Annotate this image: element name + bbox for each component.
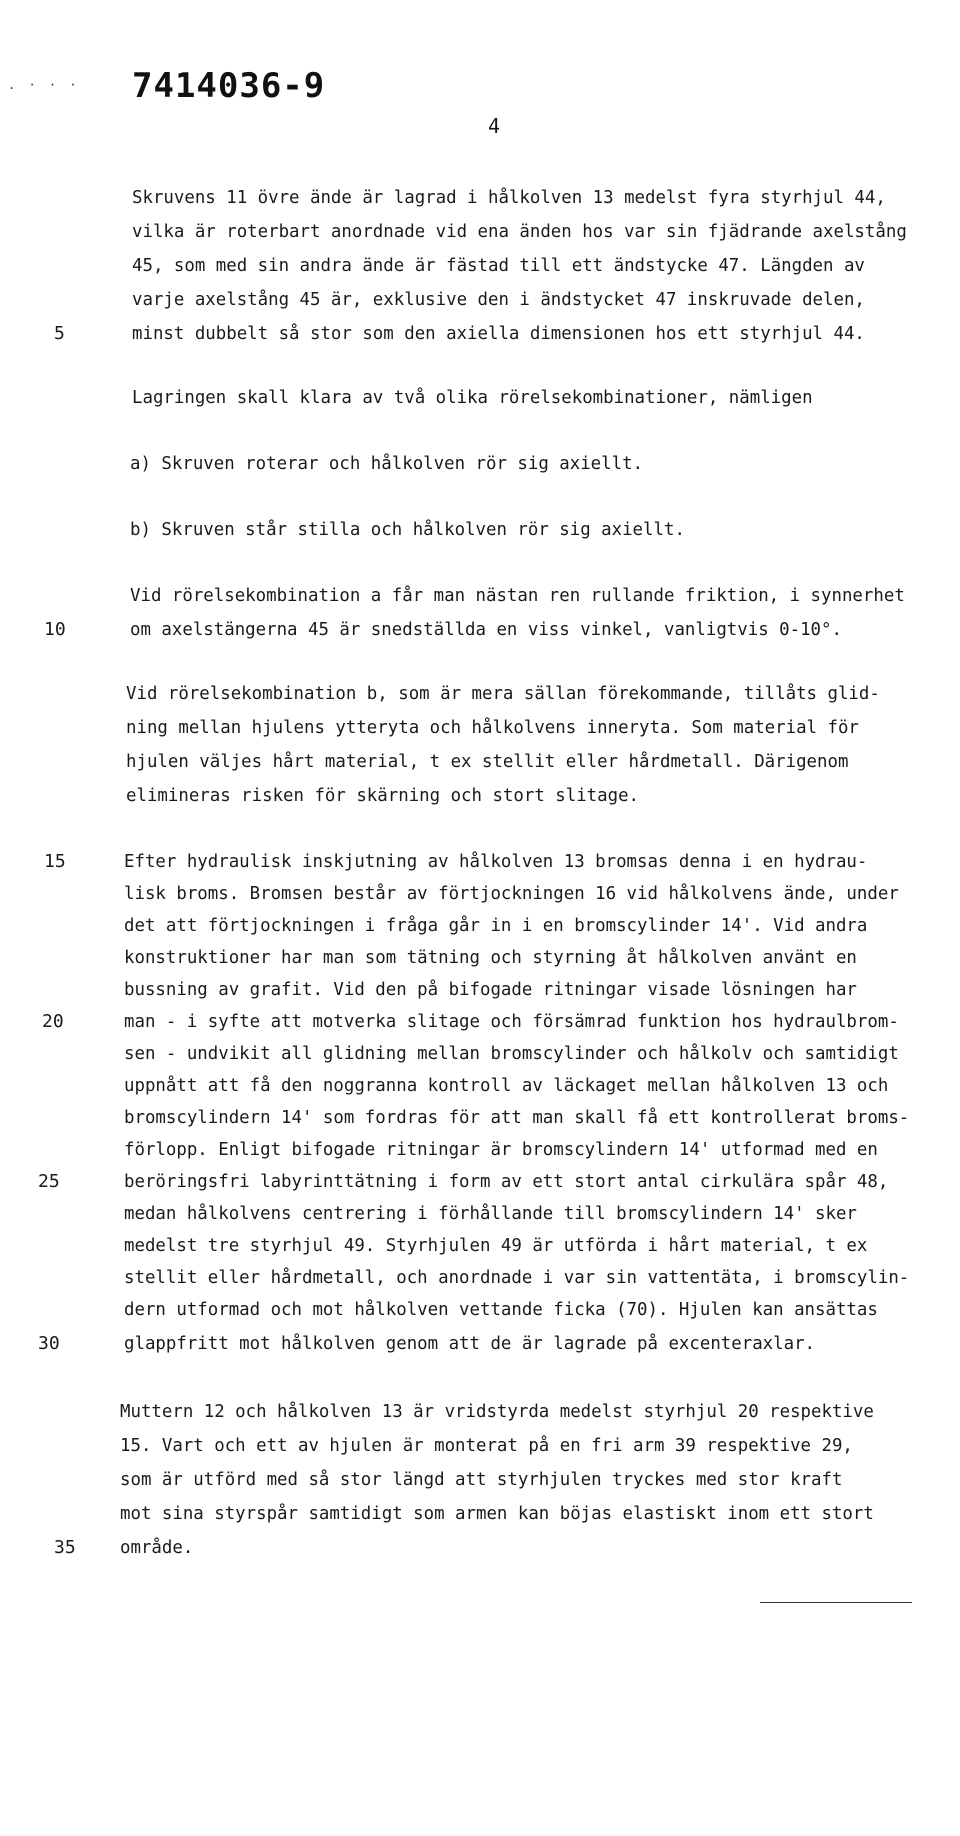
text-line: stellit eller hårdmetall, och anordnade i var sin vattentäta, i bromscylin- [124,1268,910,1288]
text-line: Efter hydraulisk inskjutning av hålkolven 13 bromsas denna i en hydrau- [124,852,868,872]
text-line: b) Skruven står stilla och hålkolven rör sig axiellt. [130,520,685,540]
text-line: 15. Vart och ett av hjulen är monterat på en fri arm 39 respektive 29, [120,1436,853,1456]
margin-line-number: 25 [38,1171,60,1192]
document-number: 7414036-9 [132,66,326,106]
text-line: konstruktioner har man som tätning och styrning åt hålkolven använt en [124,948,857,968]
text-line: område. [120,1538,194,1558]
text-line: 45, som med sin andra ände är fästad till ett ändstycke 47. Längden av [132,256,865,276]
text-line: Lagringen skall klara av två olika rörelsekombinationer, nämligen [132,388,813,408]
text-line: beröringsfri labyrinttätning i form av ett stort antal cirkulära spår 48, [124,1172,889,1192]
text-line: som är utförd med så stor längd att styrhjulen tryckes med stor kraft [120,1470,843,1490]
text-line: förlopp. Enligt bifogade ritningar är bromscylindern 14' utformad med en [124,1140,878,1160]
text-line: ning mellan hjulens ytteryta och hålkolvens inneryta. Som material för [126,718,859,738]
footer-rule [760,1602,912,1603]
text-line: elimineras risken för skärning och stort slitage. [126,786,640,806]
scan-specks: . · · · [8,78,80,92]
text-line: vilka är roterbart anordnade vid ena änden hos var sin fjädrande axelstång [132,222,907,242]
text-line: Vid rörelsekombination b, som är mera sällan förekommande, tillåts glid- [126,684,880,704]
text-line: lisk broms. Bromsen består av förtjockningen 16 vid hålkolvens ände, under [124,884,899,904]
text-line: man - i syfte att motverka slitage och försämrad funktion hos hydraulbrom- [124,1012,899,1032]
text-line: om axelstängerna 45 är snedställda en viss vinkel, vanligtvis 0-10°. [130,620,842,640]
text-line: Vid rörelsekombination a får man nästan ren rullande friktion, i synnerhet [130,586,905,606]
text-line: bromscylindern 14' som fordras för att man skall få ett kontrollerat broms- [124,1108,910,1128]
margin-line-number: 20 [42,1011,64,1032]
text-line: minst dubbelt så stor som den axiella dimensionen hos ett styrhjul 44. [132,324,865,344]
margin-line-number: 15 [44,851,66,872]
text-line: sen - undvikit all glidning mellan bromscylinder och hålkolv och samtidigt [124,1044,899,1064]
text-line: a) Skruven roterar och hålkolven rör sig axiellt. [130,454,644,474]
text-line: det att förtjockningen i fråga går in i en bromscylinder 14'. Vid andra [124,916,868,936]
text-line: bussning av grafit. Vid den på bifogade ritningar visade lösningen har [124,980,857,1000]
text-line: mot sina styrspår samtidigt som armen kan böjas elastiskt inom ett stort [120,1504,874,1524]
margin-line-number: 35 [54,1537,76,1558]
text-line: Skruvens 11 övre ände är lagrad i hålkolven 13 medelst fyra styrhjul 44, [132,188,886,208]
margin-line-number: 10 [44,619,66,640]
text-line: glappfritt mot hålkolven genom att de är lagrade på excenteraxlar. [124,1334,816,1354]
page-number: 4 [488,114,501,138]
text-line: varje axelstång 45 är, exklusive den i ändstycket 47 inskruvade delen, [132,290,865,310]
text-line: uppnått att få den noggranna kontroll av läckaget mellan hålkolven 13 och [124,1076,889,1096]
margin-line-number: 5 [54,323,65,344]
text-line: medelst tre styrhjul 49. Styrhjulen 49 är utförda i hårt material, t ex [124,1236,868,1256]
margin-line-number: 30 [38,1333,60,1354]
text-line: hjulen väljes hårt material, t ex stellit eller hårdmetall. Därigenom [126,752,849,772]
text-line: medan hålkolvens centrering i förhållande till bromscylindern 14' sker [124,1204,857,1224]
text-line: Muttern 12 och hålkolven 13 är vridstyrda medelst styrhjul 20 respektive [120,1402,874,1422]
text-line: dern utformad och mot hålkolven vettande ficka (70). Hjulen kan ansättas [124,1300,878,1320]
